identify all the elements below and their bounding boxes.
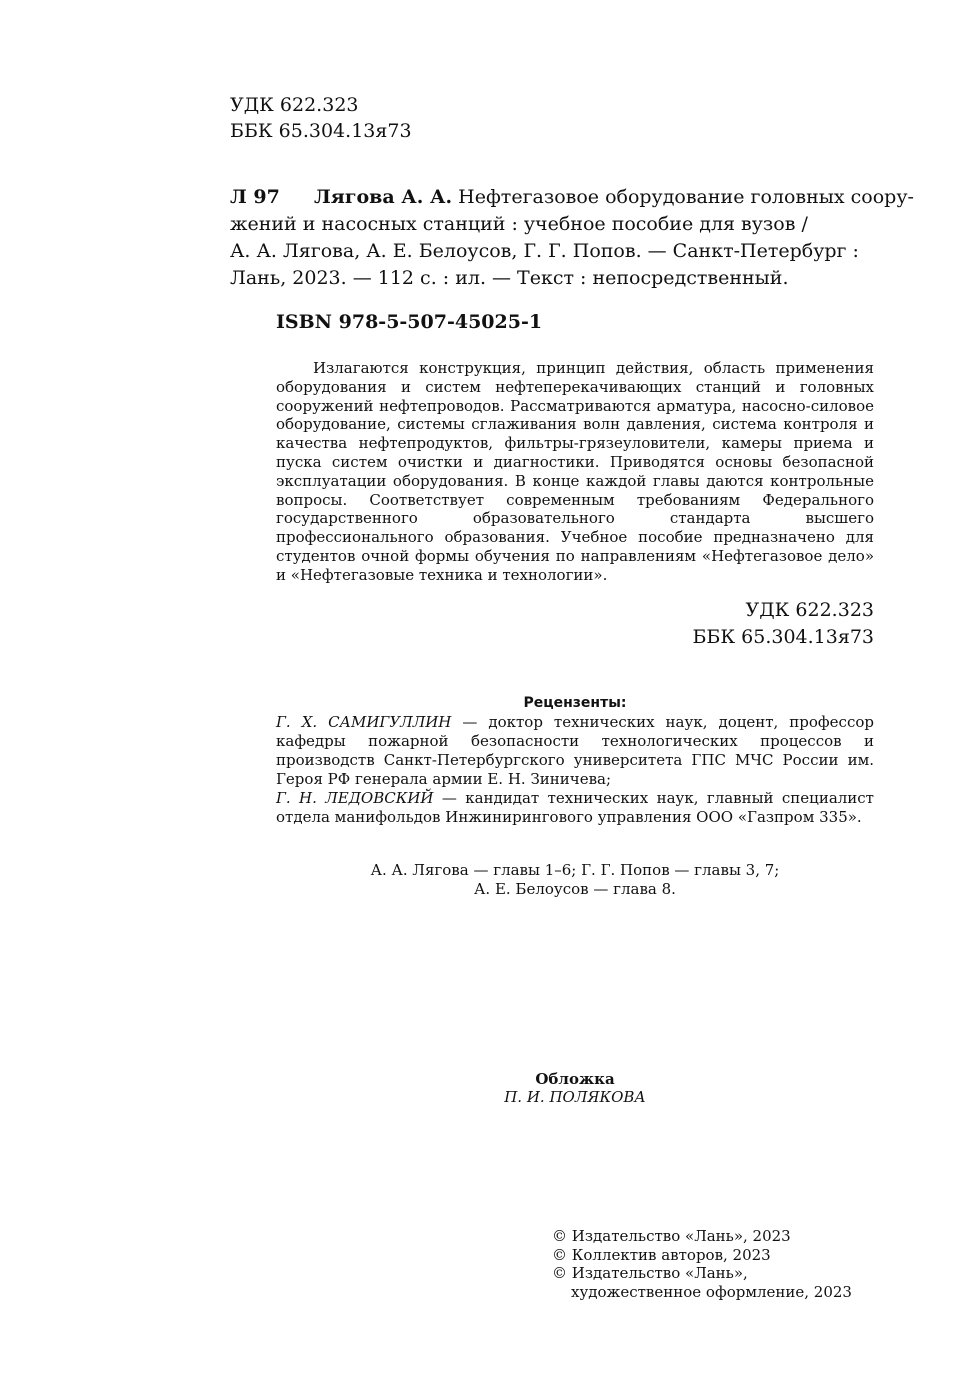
reviewer-2 [276,789,874,827]
chapters-line-1: А. А. Лягова — главы 1–6; Г. Г. Попов — главы 3, 7; [370,861,780,879]
entry-line-3: А. А. Лягова, А. Е. Белоусов, Г. Г. Попов. — Санкт-Петербург : [230,240,859,262]
udk-code: УДК 622.323 [230,94,359,116]
reviewers-section [276,694,874,827]
reviewer-1-description: — доктор технических наук, доцент, профессор кафедры пожарной безопасности технологических процессов и производств Санкт-Петербургского университета ГПС МЧС России им. Героя РФ генерала армии Е. Н. Зиничева; [276,713,874,788]
reviewer-1-name: Г. Х. САМИГУЛЛИН [276,713,452,731]
cover-label: Обложка [535,1070,615,1088]
copyright-line-1: © Издательство «Лань», 2023 [552,1227,791,1245]
reviewers-heading: Рецензенты: [523,695,627,711]
entry-line-4: Лань, 2023. — 112 с. : ил. — Текст : непосредственный. [230,267,789,289]
top-classification [230,92,412,144]
udk-code-bottom: УДК 622.323 [745,599,874,621]
cover-credit [276,1070,874,1106]
bottom-classification [692,597,874,651]
copyright-line-4: художественное оформление, 2023 [571,1282,852,1301]
reviewer-2-description: — кандидат технических наук, главный специалист отдела манифольдов Инжинирингового управления ООО «Газпром 335». [276,789,874,826]
cover-artist: П. И. ПОЛЯКОВА [504,1088,646,1106]
bbk-code-bottom: ББК 65.304.13я73 [692,626,874,648]
abstract: Излагаются конструкция, принцип действия, область применения оборудования и систем нефтеперекачивающих станций и головных сооружений нефтепроводов. Рассматриваются арматура, насосно-силовое оборудование, системы сглаживания волн давления, система контроля и качества нефтепродуктов, фильтры-грязеуловители, камеры приема и пуска систем очистки и диагностики. Приводятся основы безопасной эксплуатации оборудования. В конце каждой главы даются контрольные вопросы. Соответствует современным требованиям Федерального государственного образовательного стандарта высшего профессионального образования. Учебное пособие предназначено для студентов очной формы обучения по направлениям «Нефтегазовое дело» и «Нефтегазовые техника и технологии». [276,359,874,584]
chapters-line-2: А. Е. Белоусов — глава 8. [474,880,676,898]
copyright-line-2: © Коллектив авторов, 2023 [552,1245,771,1264]
copyright-line-3: © Издательство «Лань», [552,1264,748,1282]
bbk-code: ББК 65.304.13я73 [230,120,412,142]
reviewer-2-name: Г. Н. ЛЕДОВСКИЙ [276,789,434,807]
entry-author: Лягова А. А. [314,186,453,208]
chapter-authorship [276,861,874,899]
isbn: ISBN 978-5-507-45025-1 [276,311,543,333]
entry-title-start: Нефтегазовое оборудование головных соору- [458,186,914,208]
entry-line-1 [230,184,914,211]
reviewer-1 [276,713,874,789]
catalog-entry [230,184,914,292]
copyright-block [552,1227,852,1301]
author-mark: Л 97 [230,186,280,208]
entry-line-2: жений и насосных станций : учебное пособие для вузов / [230,213,808,235]
